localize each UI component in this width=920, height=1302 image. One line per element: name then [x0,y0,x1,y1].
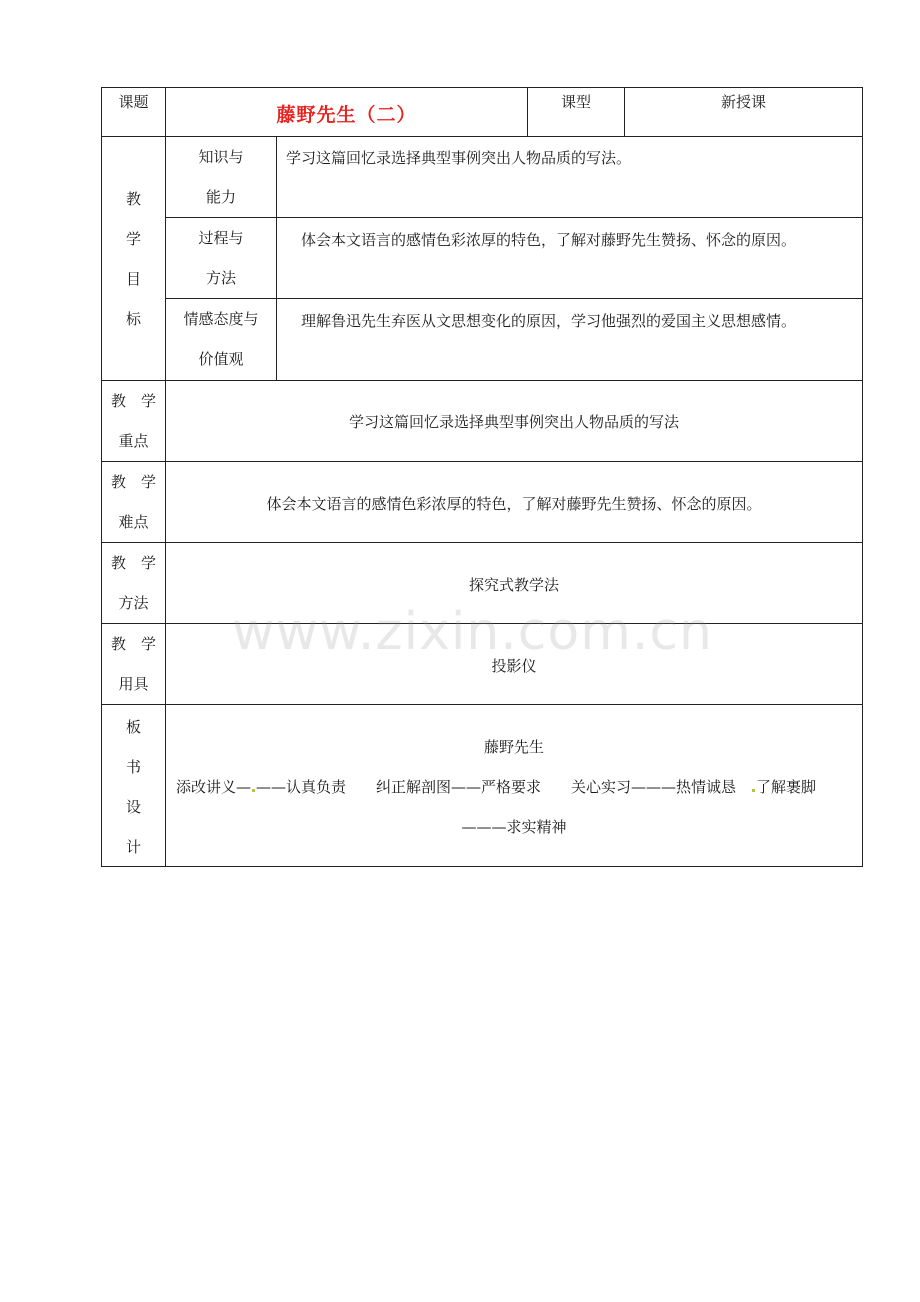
objective-label-cell [165,217,277,299]
board-line-2: ———求实精神 [461,818,567,836]
tools-label-cell [101,623,166,705]
objective-content: 理解鲁迅先生弃医从文思想变化的原因，学习他强烈的爱国主义思想感情。 [301,312,797,330]
board-label-cell [101,704,166,867]
type-label: 课型 [560,93,591,111]
focus-content: 学习这篇回忆录选择典型事例突出人物品质的写法 [348,413,679,431]
board-title: 藤野先生 [483,738,544,756]
objective-content: 体会本文语言的感情色彩浓厚的特色，了解对藤野先生赞扬、怀念的原因。 [301,231,797,249]
mark-dot [252,789,255,792]
objective-content-cell [276,298,863,381]
topic-title: 藤野先生（二） [276,104,417,126]
objectives-label: 教 学 目 标 [125,190,141,328]
objective-content-cell [276,136,863,218]
topic-title-cell [165,87,528,137]
difficulty-label-cell [101,461,166,543]
objective-label: 过程与 方法 [198,229,244,287]
difficulty-label: 教 学 难点 [110,473,156,531]
lesson-plan-table [101,87,863,867]
method-label-cell [101,542,166,624]
objective-label-cell [165,136,277,218]
objective-content: 学习这篇回忆录选择典型事例突出人物品质的写法。 [286,149,632,167]
objectives-label-cell [101,136,166,381]
focus-content-cell [165,380,863,462]
topic-label-cell [101,87,166,137]
focus-label-cell [101,380,166,462]
focus-label: 教 学 重点 [110,392,156,450]
objective-label: 知识与 能力 [198,148,244,206]
method-content-cell [165,542,863,624]
mark-dot [752,789,755,792]
objective-content-cell [276,217,863,299]
method-content: 探究式教学法 [468,576,559,594]
tools-content-cell [165,623,863,705]
objective-label: 情感态度与 价值观 [183,310,259,368]
objective-label-cell [165,298,277,381]
difficulty-content: 体会本文语言的感情色彩浓厚的特色，了解对藤野先生赞扬、怀念的原因。 [266,495,762,513]
board-line-1: 添改讲义— ——认真负责 纠正解剖图——严格要求 关心实习———热情诚恳 了解裹脚 [176,778,817,796]
tools-content: 投影仪 [491,657,537,675]
type-label-cell [527,87,625,137]
watermark: www.zixin.com.cn [232,602,713,662]
board-label: 板 书 设 计 [125,718,141,856]
method-label: 教 学 方法 [110,554,156,612]
difficulty-content-cell [165,461,863,543]
type-value-cell [624,87,863,137]
type-value: 新授课 [720,93,766,111]
tools-label: 教 学 用具 [110,635,156,693]
board-content-cell [165,704,863,867]
topic-label: 课题 [118,93,149,111]
